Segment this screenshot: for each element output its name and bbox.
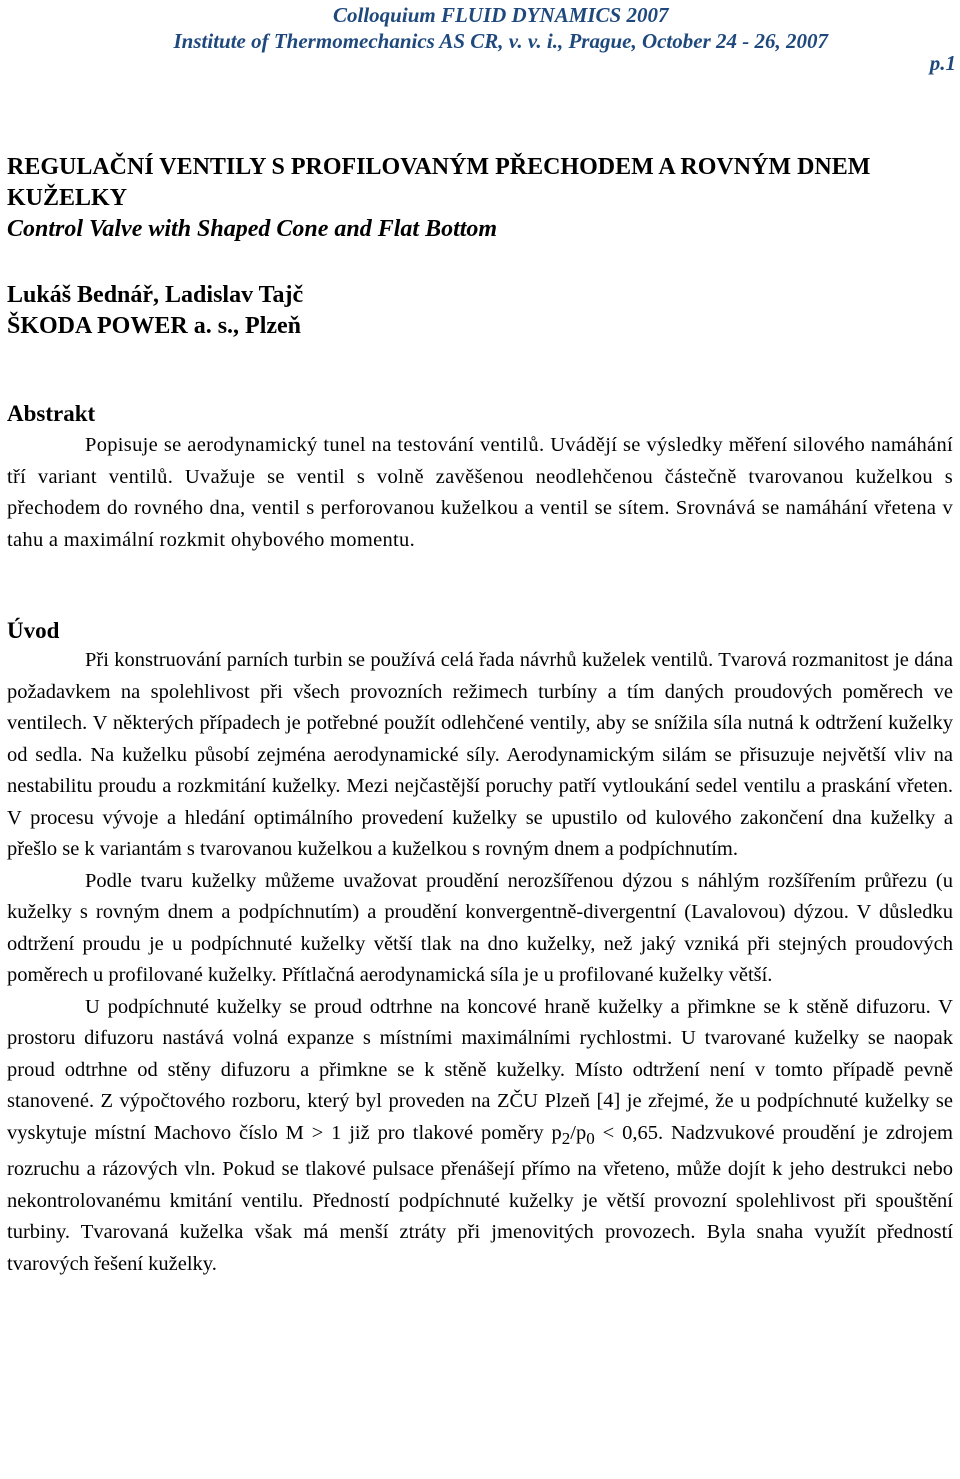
intro-paragraph-1: Při konstruování parních turbin se používá celá řada návrhů kuželek ventilů. Tvarová rozmanitost je dána požadavkem na spolehlivost při všech provozních režimech turbíny a tím daných proudových poměrech ve ventilech. V některých případech je potřebné použít odlehčené ventily, aby se snížila síla nutná k odtržení kuželky od sedla. Na kuželku působí zejména aerodynamické síly. Aerodynamickým silám se přisuzuje největší vliv na nestabilitu proudu a rozkmitání kuželky. Mezi nejčastější poruchy patří vytloukání sedel ventilu a praskání vřeten. V procesu vývoje a hledání optimálního provedení kuželky se upustilo od kulového zakončení dna kuželky a přešlo se k variantám s tvarovanou kuželkou a kuželkou s rovným dnem a podpíchnutím. xyxy=(7,649,953,860)
paper-title xyxy=(7,152,947,245)
conference-header xyxy=(174,2,829,54)
pressure-subscript-0: 0 xyxy=(586,1128,595,1148)
page-number: p.1 xyxy=(929,51,956,75)
intro-paragraph-3-start: U podpíchnuté kuželky se proud odtrhne na koncové hraně kuželky a přimkne se k stěně difuzoru. V prostoru difuzoru nastává volná expanze s místními maximálními rychlostmi. U tvarované kuželky se naopak proud odtrhne od stěny difuzoru a přimkne se k stěně kuželky. Místo odtržení není v tomto případě pevně stanovené. Z výpočtového rozboru, který byl proveden na ZČU Plzeň [4] je zřejmé, že u podpíchnuté kuželky se vyskytuje místní Machovo číslo M > 1 již pro tlakové poměry xyxy=(7,995,953,1144)
intro-heading: Úvod xyxy=(7,618,60,643)
abstract-paragraph: Popisuje se aerodynamický tunel na testování ventilů. Uvádějí se výsledky měření silového namáhání tří variant ventilů. Uvažuje se ventil s volně zavěšenou neodlehčenou částečně tvarovanou kuželkou s přechodem do rovného dna, ventil s perforovanou kuželkou a ventil se sítem. Srovnává se namáhání vřetena v tahu a maximální rozkmit ohybového momentu. xyxy=(7,434,953,551)
author-names: Lukáš Bednář, Ladislav Tajč xyxy=(7,282,304,308)
intro-paragraph-3-end: < 0,65. Nadzvukové proudění je zdrojem rozruchu a rázových vln. Pokud se tlakové pulsace přenášejí přímo na vřeteno, může dojít k jeho destrukci nebo nekontrolovanému kmitání ventilu. Předností podpíchnuté kuželky je větší provozní spolehlivost při spouštění turbiny. Tvarovaná kuželka však má menší ztráty při jmenovitých provozech. Byla snaha využít předností tvarových řešení kuželky. xyxy=(7,1121,954,1275)
pressure-symbol-2: p xyxy=(576,1121,587,1144)
intro-paragraph-3 xyxy=(7,992,953,1281)
pressure-symbol: p xyxy=(551,1121,562,1144)
intro-paragraph-2: Podle tvaru kuželky můžeme uvažovat proudění nerozšířenou dýzou s náhlým rozšířením průřezu (u kuželky s rovným dnem a podpíchnutím) a proudění konvergentně-divergentní (Lavalovou) dýzou. V důsledku odtržení proudu je u podpíchnuté kuželky větší tlak na dno kuželky, než jaký vzniká při stejných proudových poměrech u profilované kuželky. Přítlačná aerodynamická síla je u profilované kuželky větší. xyxy=(7,869,953,986)
title-czech: REGULAČNÍ VENTILY S PROFILOVANÝM PŘECHODEM A ROVNÝM DNEM KUŽELKY xyxy=(7,154,871,211)
intro-body xyxy=(7,645,953,1280)
author-block xyxy=(7,280,303,342)
abstract-heading: Abstrakt xyxy=(7,401,96,426)
abstract-body xyxy=(7,430,953,556)
conference-name: Colloquium FLUID DYNAMICS 2007 xyxy=(333,3,669,27)
conference-venue: Institute of Thermomechanics AS CR, v. v. i., Prague, October 24 - 26, 2007 xyxy=(173,29,828,53)
ratio-slash: / xyxy=(570,1121,576,1144)
pressure-subscript-2: 2 xyxy=(561,1128,571,1148)
author-affiliation: ŠKODA POWER a. s., Plzeň xyxy=(7,313,302,339)
title-english: Control Valve with Shaped Cone and Flat Bottom xyxy=(7,216,498,242)
